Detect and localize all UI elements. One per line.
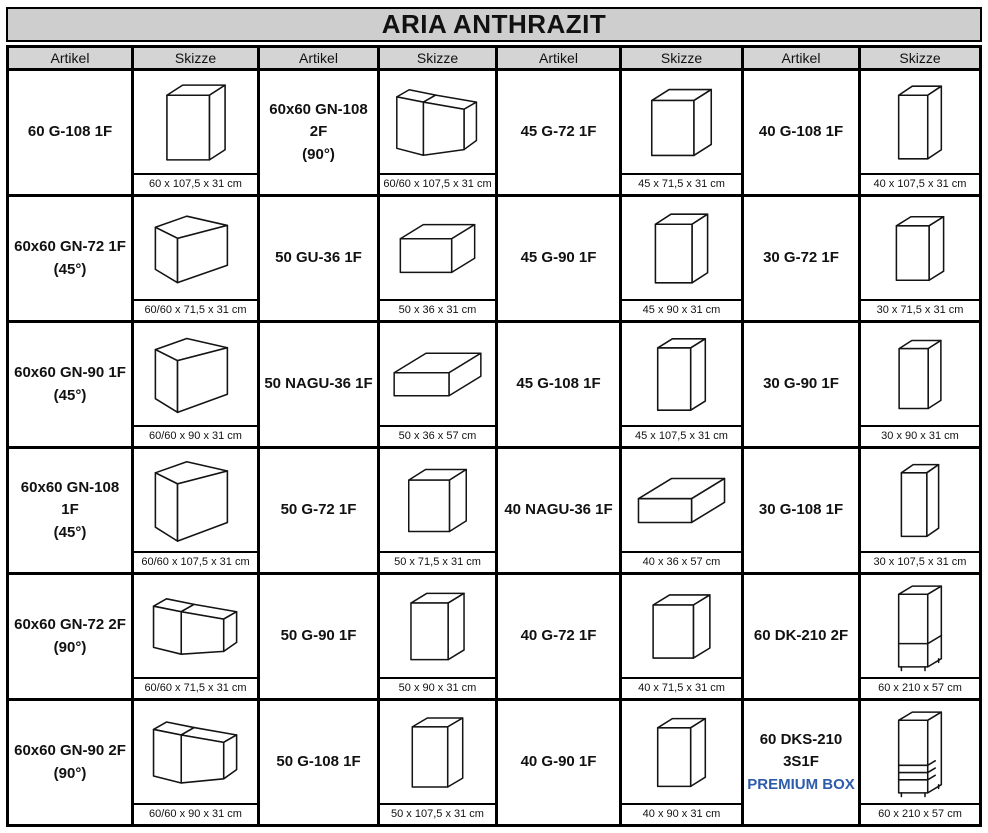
article-code: 40 G-108 1F [758, 123, 844, 141]
cabinet-sketch-icon [622, 575, 741, 677]
article-code: 2F [309, 123, 328, 141]
sketch-cell [622, 197, 741, 320]
dimensions-label: 60/60 x 71,5 x 31 cm [134, 299, 257, 320]
cabinet-sketch-icon [861, 323, 979, 425]
column-header-skizze: Skizze [134, 48, 257, 68]
cabinet-sketch-icon [622, 197, 741, 299]
article-cell [260, 71, 377, 194]
article-code: 45 G-90 1F [520, 249, 597, 267]
dimensions-label: 45 x 107,5 x 31 cm [622, 425, 741, 446]
cabinet-sketch-icon [134, 449, 257, 551]
cabinet-sketch-icon [622, 701, 741, 803]
sketch-cell [622, 71, 741, 194]
dimensions-label: 50 x 36 x 31 cm [380, 299, 495, 320]
article-code: 40 G-72 1F [520, 627, 597, 645]
article-code: (45°) [53, 523, 87, 541]
article-code: 50 G-108 1F [276, 753, 361, 771]
article-code: 60 G-108 1F [27, 123, 113, 141]
article-code: (90°) [53, 764, 87, 782]
dimensions-label: 30 x 71,5 x 31 cm [861, 299, 979, 320]
cabinet-sketch-icon [380, 701, 495, 803]
sketch-cell [134, 323, 257, 446]
article-code: 45 G-108 1F [516, 375, 601, 393]
article-cell [260, 197, 377, 320]
article-cell [744, 323, 858, 446]
article-cell [498, 701, 619, 824]
sketch-cell [134, 701, 257, 824]
sketch-cell [380, 701, 495, 824]
cabinet-sketch-icon [134, 71, 257, 173]
dimensions-label: 45 x 71,5 x 31 cm [622, 173, 741, 194]
article-code: 60 DK-210 2F [753, 627, 849, 645]
article-code: 60x60 GN-72 1F [14, 238, 126, 255]
article-cell [744, 701, 858, 824]
article-cell [9, 701, 131, 824]
article-code: 60 DKS-210 3S1F [759, 730, 843, 771]
article-cell [9, 71, 131, 194]
sketch-cell [134, 71, 257, 194]
article-code: (45°) [53, 260, 87, 278]
article-cell [498, 323, 619, 446]
article-cell [744, 197, 858, 320]
dimensions-label: 60/60 x 90 x 31 cm [134, 425, 257, 446]
article-cell [498, 71, 619, 194]
article-code: 30 G-108 1F [758, 501, 844, 519]
cabinet-sketch-icon [134, 575, 257, 677]
article-cell [260, 449, 377, 572]
cabinet-sketch-icon [622, 71, 741, 173]
cabinet-sketch-icon [622, 449, 741, 551]
article-code: 60x60 GN-108 1F [20, 478, 120, 519]
column-header-artikel: Artikel [9, 48, 131, 68]
article-code: 30 G-72 1F [763, 249, 839, 267]
sketch-cell [134, 575, 257, 698]
article-code: 50 NAGU-36 1F [264, 375, 373, 393]
cabinet-sketch-icon [861, 197, 979, 299]
sketch-cell [134, 197, 257, 320]
cabinet-sketch-icon [861, 575, 979, 677]
sketch-cell [861, 323, 979, 446]
article-code: 30 G-90 1F [763, 375, 839, 393]
article-code: 40 G-90 1F [520, 753, 597, 771]
article-code: 50 G-72 1F [280, 501, 357, 519]
column-header-artikel: Artikel [498, 48, 619, 68]
dimensions-label: 30 x 90 x 31 cm [861, 425, 979, 446]
cabinet-sketch-icon [380, 323, 495, 425]
sketch-cell [861, 71, 979, 194]
article-cell [498, 449, 619, 572]
article-code: 60x60 GN-72 2F [14, 616, 126, 633]
cabinet-sketch-icon [134, 197, 257, 299]
column-header-skizze: Skizze [861, 48, 979, 68]
dimensions-label: 45 x 90 x 31 cm [622, 299, 741, 320]
dimensions-label: 60/60 x 71,5 x 31 cm [134, 677, 257, 698]
article-cell [9, 197, 131, 320]
cabinet-sketch-icon [861, 701, 979, 803]
article-code: 60x60 GN-108 [269, 100, 368, 118]
sketch-cell [622, 701, 741, 824]
article-code: (90°) [53, 638, 87, 656]
sketch-cell [380, 71, 495, 194]
article-code: 50 GU-36 1F [275, 249, 362, 267]
sketch-cell [861, 197, 979, 320]
article-code: (90°) [302, 145, 335, 163]
article-code: 45 G-72 1F [520, 123, 597, 141]
article-code: 60x60 GN-90 1F [14, 364, 126, 381]
dimensions-label: 60 x 210 x 57 cm [861, 677, 979, 698]
dimensions-label: 50 x 36 x 57 cm [380, 425, 495, 446]
sketch-cell [861, 449, 979, 572]
article-cell [498, 575, 619, 698]
dimensions-label: 30 x 107,5 x 31 cm [861, 551, 979, 572]
sketch-cell [380, 197, 495, 320]
catalog-table [6, 45, 982, 827]
dimensions-label: 50 x 71,5 x 31 cm [380, 551, 495, 572]
article-code: 60x60 GN-90 2F [14, 742, 126, 759]
sketch-cell [622, 449, 741, 572]
dimensions-label: 50 x 90 x 31 cm [380, 677, 495, 698]
dimensions-label: 60 x 210 x 57 cm [861, 803, 979, 824]
sketch-cell [380, 323, 495, 446]
cabinet-sketch-icon [380, 575, 495, 677]
column-header-artikel: Artikel [744, 48, 858, 68]
column-header-skizze: Skizze [622, 48, 741, 68]
cabinet-sketch-icon [380, 449, 495, 551]
cabinet-sketch-icon [134, 701, 257, 803]
sketch-cell [861, 575, 979, 698]
article-cell [260, 323, 377, 446]
premium-box-label: PREMIUM BOX [747, 775, 855, 793]
article-cell [9, 449, 131, 572]
column-header-skizze: Skizze [380, 48, 495, 68]
sketch-cell [380, 575, 495, 698]
article-cell [260, 575, 377, 698]
sketch-cell [134, 449, 257, 572]
sketch-cell [380, 449, 495, 572]
article-code: (45°) [53, 386, 87, 404]
dimensions-label: 40 x 36 x 57 cm [622, 551, 741, 572]
article-cell [9, 575, 131, 698]
article-code: 40 NAGU-36 1F [504, 501, 613, 519]
cabinet-sketch-icon [622, 323, 741, 425]
dimensions-label: 60/60 x 107,5 x 31 cm [134, 551, 257, 572]
dimensions-label: 50 x 107,5 x 31 cm [380, 803, 495, 824]
article-cell [260, 701, 377, 824]
dimensions-label: 40 x 107,5 x 31 cm [861, 173, 979, 194]
sketch-cell [622, 323, 741, 446]
page-title: ARIA ANTHRAZIT [6, 7, 982, 42]
dimensions-label: 60/60 x 90 x 31 cm [134, 803, 257, 824]
article-cell [9, 323, 131, 446]
cabinet-sketch-icon [134, 323, 257, 425]
dimensions-label: 40 x 71,5 x 31 cm [622, 677, 741, 698]
article-cell [744, 449, 858, 572]
article-cell [498, 197, 619, 320]
sketch-cell [861, 701, 979, 824]
sketch-cell [622, 575, 741, 698]
article-cell [744, 575, 858, 698]
dimensions-label: 60 x 107,5 x 31 cm [134, 173, 257, 194]
cabinet-sketch-icon [861, 449, 979, 551]
article-cell [744, 71, 858, 194]
dimensions-label: 60/60 x 107,5 x 31 cm [380, 173, 495, 194]
cabinet-sketch-icon [380, 71, 495, 173]
cabinet-sketch-icon [380, 197, 495, 299]
article-code: 50 G-90 1F [280, 627, 357, 645]
column-header-artikel: Artikel [260, 48, 377, 68]
dimensions-label: 40 x 90 x 31 cm [622, 803, 741, 824]
cabinet-sketch-icon [861, 71, 979, 173]
